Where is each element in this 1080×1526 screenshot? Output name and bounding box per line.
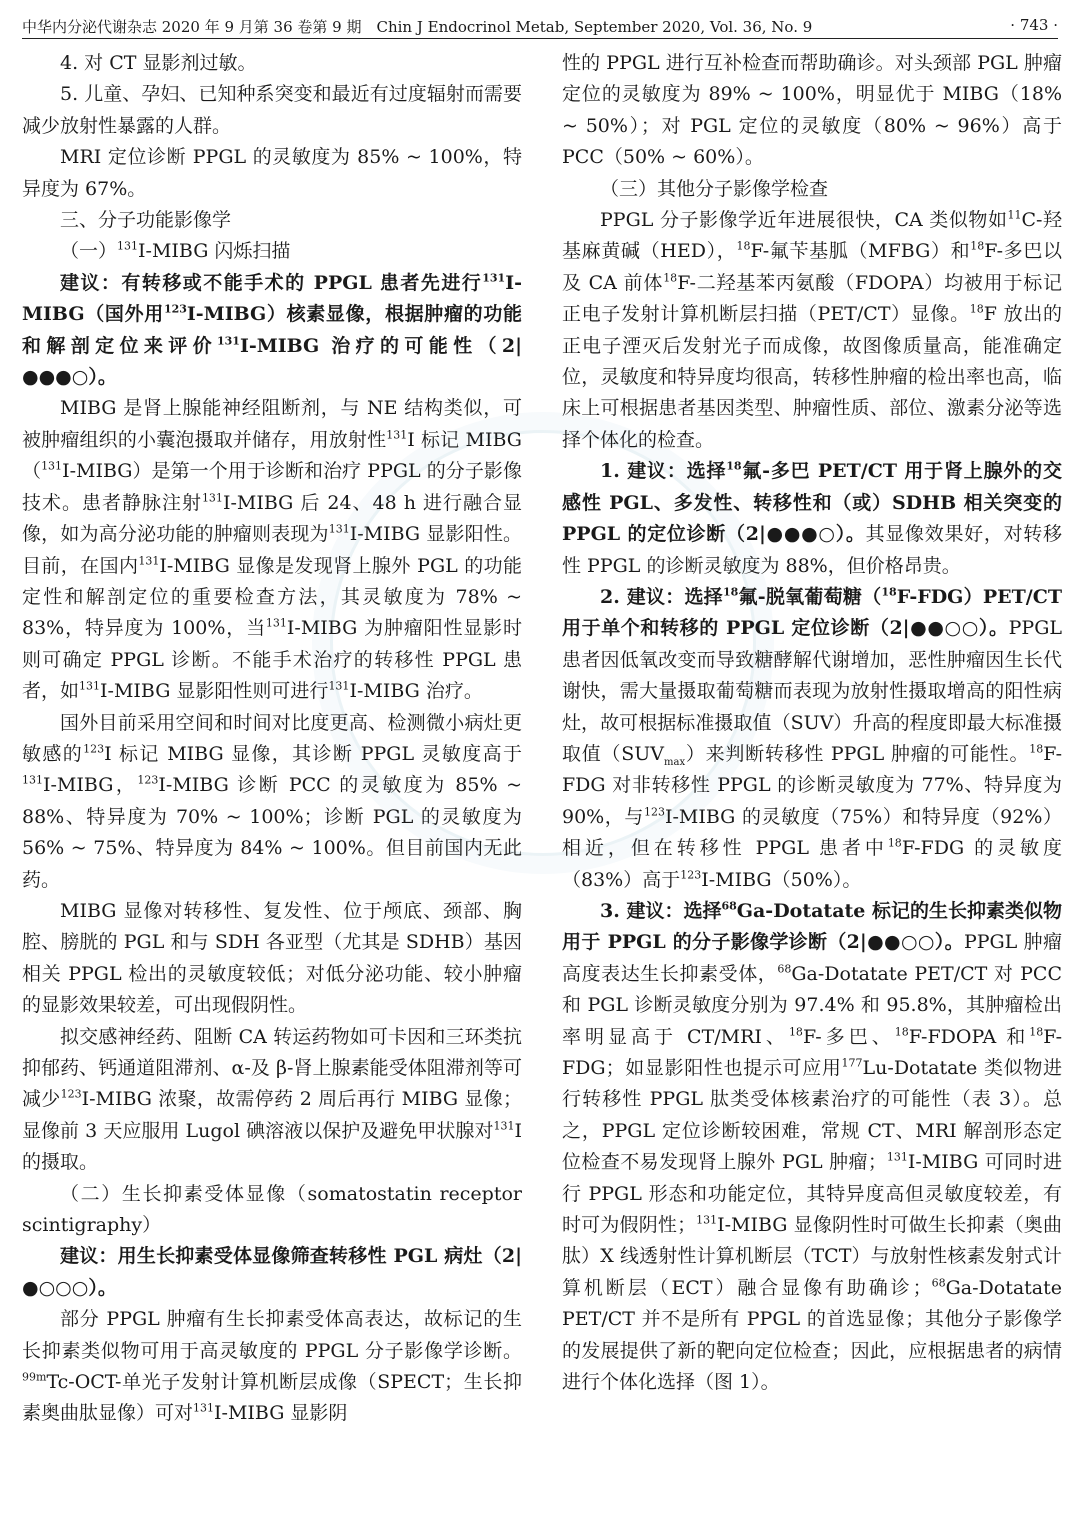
section-heading: （一）$^{131}$I-MIBG 闪烁扫描 xyxy=(60,240,291,263)
running-header xyxy=(22,12,1058,39)
body-paragraph: MRI 定位诊断 PPGL 的灵敏度为 85% ~ 100%，特异度为 67%。 xyxy=(22,146,522,200)
body-paragraph: 3. 建议：选择$^{68}$Ga-Dotatate 标记的生长抑素类似物用于 PPGL 的分子影像学诊断（2|●●○○）。PPGL 肿瘤高度表达生长抑素受体，$^{68}$Ga-Dotatate PET/CT 对 PCC 和 PGL 诊断灵敏度分别为 97.4% 和 95.8%，其肿瘤检出率明显高于 CT/MRI、$^{18}$F-多巴、$^{18}$F-FDOPA 和$^{18}$F-FDG；如显影阳性也提示可应用$^{177}$Lu-Dotatate 类似物进行转移性 PPGL 肽类受体核素治疗的可能性（表 3）。总之，PPGL 定位诊断较困难，常规 CT、MRI 解剖形态定位检查不易发现肾上腺外 PGL 肿瘤；$^{131}$I-MIBG 可同时进行 PPGL 形态和功能定位，其特异度高但灵敏度较差，有时可为假阴性；$^{131}$I-MIBG 显像阴性时可做生长抑素（奥曲肽）X 线透射性计算机断层（TCT）与放射性核素发射式计算机断层（ECT）融合显像有助确诊；$^{68}$Ga-Dotatate PET/CT 并不是所有 PPGL 的首选显像；其他分子影像学的发展提供了新的靶向定位检查；因此，应根据患者的病情进行个体化选择（图 1）。 xyxy=(562,899,1063,1394)
section-heading: （二）生长抑素受体显像（somatostatin receptor scintigraphy） xyxy=(22,1182,522,1237)
body-paragraph: 5. 儿童、孕妇、已知种系突变和最近有过度辐射而需要减少放射性暴露的人群。 xyxy=(22,83,522,137)
body-paragraph: 部分 PPGL 肿瘤有生长抑素受体高表达，故标记的生长抑素类似物可用于高灵敏度的 PPGL 分子影像学诊断。$^{99m}$Tc-OCT-单光子发射计算机断层成像（SPECT；生长抑素奥曲肽显像）可对$^{131}$I-MIBG 显影阴 xyxy=(22,1308,522,1425)
body-paragraph: 1. 建议：选择$^{18}$氟-多巴 PET/CT 用于肾上腺外的交感性 PGL、多发性、转移性和（或）SDHB 相关突变的 PPGL 的定位诊断（2|●●●○）。其显像效果好，对转移性 PPGL 的诊断灵敏度为 88%，但价格昂贵。 xyxy=(562,459,1062,577)
journal-citation: 中华内分泌代谢杂志 2020 年 9 月第 36 卷第 9 期 Chin J Endocrinol Metab, September 2020, Vol. 36, No. 9 xyxy=(22,18,813,36)
body-paragraph: PPGL 分子影像学近年进展很快，CA 类似物如$^{11}$C-羟基麻黄碱（HED），$^{18}$F-氟苄基胍（MFBG）和$^{18}$F-多巴以及 CA 前体$^{18}$F-二羟基苯丙氨酸（FDOPA）均被用于标记正电子发射计算机断层扫描（PET/CT）显像。$^{18}$F 放出的正电子湮灭后发射光子而成像，故图像质量高，能准确定位，灵敏度和特异度均很高，转移性肿瘤的检出率也高，临床上可根据患者基因类型、肿瘤性质、部位、激素分泌等选择个体化的检查。 xyxy=(562,208,1063,451)
section-heading: （三）其他分子影像学检查 xyxy=(600,177,829,200)
body-paragraph: 国外目前采用空间和时间对比度更高、检测微小病灶更敏感的$^{123}$I 标记 MIBG 显像，其诊断 PPGL 灵敏度高于$^{131}$I-MIBG，$^{123}$I-MIBG 诊断 PCC 的灵敏度为 85% ~ 88%、特异度为 70% ~ 100%；诊断 PGL 的灵敏度为 56% ~ 75%、特异度为 84% ~ 100%。但目前国内无此药。 xyxy=(22,711,522,891)
page-number: · 743 · xyxy=(1010,16,1058,34)
body-paragraph: 2. 建议：选择$^{18}$氟-脱氧葡萄糖（$^{18}$F-FDG）PET/CT 用于单个和转移的 PPGL 定位诊断（2|●●○○）。PPGL 患者因低氧改变而导致糖酵解代谢增加，恶性肿瘤因生长代谢快，需大量摄取葡萄糖而表现为放射性摄取增高的阳性病灶，故可根据标准摄取值（SUV）升高的程度即最大标准摄取值$(SUV_{max})$来判断转移性 PPGL 肿瘤的可能性。$^{18}$F-FDG 对非转移性 PPGL 的诊断灵敏度为 77%、特异度为 90%，与$^{123}$I-MIBG 的灵敏度（75%）和特异度（92%）相近，但在转移性 PPGL 患者中$^{18}$F-FDG 的灵敏度（83%）高于$^{123}$I-MIBG（50%）。 xyxy=(562,585,1063,891)
left-column xyxy=(22,48,522,1430)
recommendation: 建议：有转移或不能手术的 PPGL 患者先进行$^{131}$I-MIBG（国外用$^{123}$I-MIBG）核素显像，根据肿瘤的功能和解剖定位来评价$^{131}$I-MIBG 治疗的可能性（2|●●●○）。 xyxy=(22,271,522,389)
continued-paragraph: 性的 PPGL 进行互补检查而帮助确诊。对头颈部 PGL 肿瘤定位的灵敏度为 89% ~ 100%，明显优于 MIBG（18% ~ 50%）；对 PGL 定位的灵敏度（80% ~ 96%）高于 PCC（50% ~ 60%）。 xyxy=(562,52,1062,169)
body-paragraph: 4. 对 CT 显影剂过敏。 xyxy=(60,52,257,74)
body-paragraph: MIBG 是肾上腺能神经阻断剂，与 NE 结构类似，可被肿瘤组织的小囊泡摄取并储存，用放射性$^{131}$I 标记 MIBG（$^{131}$I-MIBG）是第一个用于诊断和治疗 PPGL 的分子影像技术。患者静脉注射$^{131}$I-MIBG 后 24、48 h 进行融合显像，如为高分泌功能的肿瘤则表现为$^{131}$I-MIBG 显影阳性。目前，在国内$^{131}$I-MIBG 显像是发现肾上腺外 PGL 的功能定性和解剖定位的重要检查方法，其灵敏度为 78% ~ 83%，特异度为 100%，当$^{131}$I-MIBG 为肿瘤阳性显影时则可确定 PPGL 诊断。不能手术治疗的转移性 PPGL 患者，如$^{131}$I-MIBG 显影阳性则可进行$^{131}$I-MIBG 治疗。 xyxy=(22,397,522,703)
recommendation: 建议：用生长抑素受体显像筛查转移性 PGL 病灶（2|●○○○）。 xyxy=(22,1245,522,1299)
section-heading: 三、分子功能影像学 xyxy=(60,209,232,232)
body-paragraph: MIBG 显像对转移性、复发性、位于颅底、颈部、胸腔、膀胱的 PGL 和与 SDH 各亚型（尤其是 SDHB）基因相关 PPGL 检出的灵敏度较低；对低分泌功能、较小肿瘤的显影效果较差，可出现假阴性。 xyxy=(22,899,522,1017)
body-paragraph: 拟交感神经药、阻断 CA 转运药物如可卡因和三环类抗抑郁药、钙通道阻滞剂、α-及 β-肾上腺素能受体阻滞剂等可减少$^{123}$I-MIBG 浓聚，故需停药 2 周后再行 MIBG 显像；显像前 3 天应服用 Lugol 碘溶液以保护及避免甲状腺对$^{131}$I 的摄取。 xyxy=(22,1025,522,1174)
right-column xyxy=(562,48,1062,1398)
